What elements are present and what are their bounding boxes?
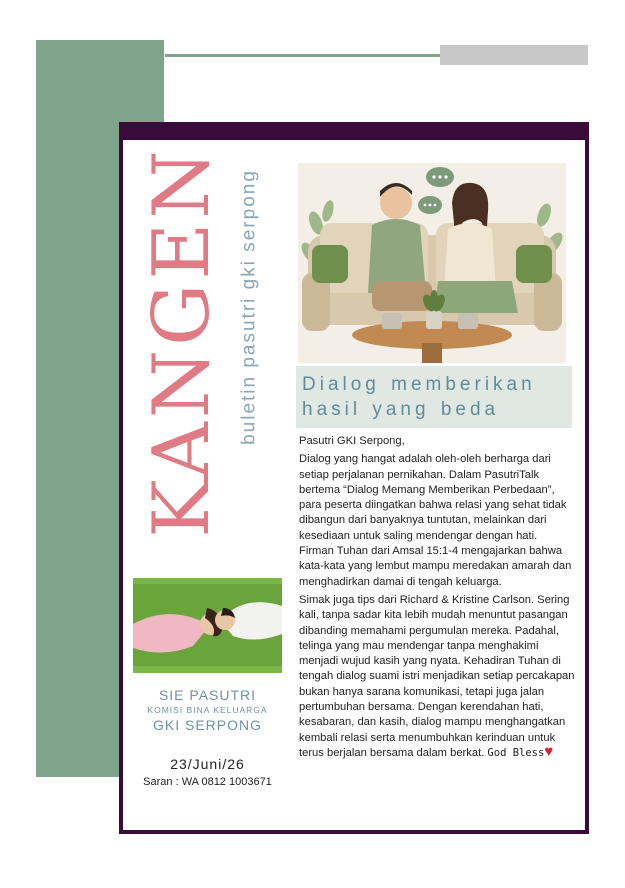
article-paragraph: [299, 593, 575, 761]
hero-illustration: [298, 163, 566, 363]
article-headline: Dialog memberikan hasil yang beda: [302, 374, 536, 420]
org-commission: KOMISI BINA KELUARGA: [147, 705, 268, 715]
article-body: [299, 434, 575, 764]
heart-icon: ♥: [544, 742, 554, 760]
org-church: GKI SERPONG: [152, 717, 263, 733]
organization-block: [133, 686, 282, 734]
contact-info: Saran : WA 0812 1003671: [143, 776, 272, 788]
masthead-subtitle: buletin pasutri gki serpong: [238, 169, 260, 445]
article-paragraph-text: Simak juga tips dari Richard & Kristine Carlson. Sering kali, tanpa sadar kita lebih mudah menuntut pasangan dibanding memahami pergumulan mereka. Padahal, telinga yang mau mendengar tanpa menghakimi menjadi wujud kasih yang nyata. Kehadiran Tuhan di tengah dialog suami istri menjadikan setiap percakapan bukan hanya sarana komunikasi, tetapi juga jalan pertumbuhan bersama. Dengan kerendahan hati, kesabaran, dan kasih, dialog mampu menghangatkan kembali relasi serta menumbuhkan kerinduan untuk terus berjalan bersama dalam berkat.: [299, 593, 575, 759]
couple-on-grass-illustration: [133, 578, 282, 673]
issue-date: 23/Juni/26: [170, 756, 245, 772]
couple-on-sofa-illustration: [298, 163, 566, 363]
headline-box: [296, 366, 572, 428]
closing-text: God Bless: [487, 746, 545, 759]
article-paragraph: Dialog yang hangat adalah oleh-oleh berharga dari setiap perjalanan pernikahan. Dalam PasutriTalk bertema “Dialog Memang Memberikan Perbedaan”, para peserta diingatkan bahwa relasi yang sehat tidak dibangun dari banyaknya tuntutan, melainkan dari kesediaan untuk saling mendengar dengan hati. Firman Tuhan dari Amsal 15:1-4 mengajarkan bahwa kata-kata yang lembut mampu meredakan amarah dan menghadirkan damai di tengah keluarga.: [299, 453, 572, 588]
org-name: SIE PASUTRI: [158, 687, 257, 703]
masthead-title: KANGEN: [137, 146, 227, 538]
couple-photo: [133, 578, 282, 673]
masthead: [137, 146, 227, 538]
masthead-subtitle-wrap: [232, 155, 266, 460]
decorative-gray-bar: [440, 45, 588, 65]
article-greeting: Pasutri GKI Serpong,: [299, 435, 405, 447]
